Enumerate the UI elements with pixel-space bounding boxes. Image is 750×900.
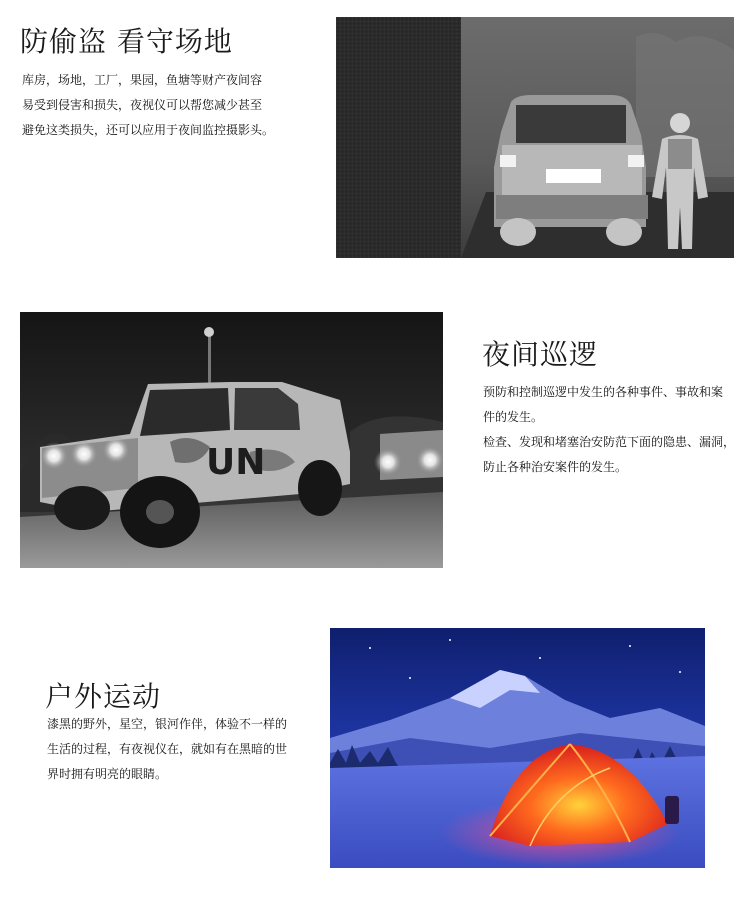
text-line: 检查、发现和堵塞治安防范下面的隐患、漏洞， xyxy=(483,435,736,449)
text-line: 界时拥有明亮的眼睛。 xyxy=(47,767,168,781)
text-line: 漆黑的野外，星空，银河作伴，体验不一样的 xyxy=(47,717,288,731)
thermal-image-car-person xyxy=(336,17,734,258)
section-title-outdoor-sports: 户外运动 xyxy=(45,680,162,713)
un-marking: UN xyxy=(206,442,266,483)
section-title-anti-theft: 防偷盗 看守场地 xyxy=(20,25,233,58)
text-line: 件的发生。 xyxy=(483,410,544,424)
section-text-anti-theft xyxy=(22,68,274,143)
section-title-night-patrol: 夜间巡逻 xyxy=(482,338,599,371)
text-line: 库房，场地，工厂，果园，鱼塘等财产夜间容 xyxy=(22,73,263,87)
text-line: 防止各种治安案件的发生。 xyxy=(483,460,628,474)
text-line: 预防和控制巡逻中发生的各种事件、事故和案 xyxy=(483,385,724,399)
text-line: 避免这类损失，还可以应用于夜间监控摄影头。 xyxy=(22,123,275,137)
text-line: 易受到侵害和损失，夜视仪可以帮您减少甚至 xyxy=(22,98,263,112)
text-line: 生活的过程，有夜视仪在，就如有在黑暗的世 xyxy=(47,742,288,756)
outdoor-image-tent-mountain xyxy=(330,628,705,868)
section-text-night-patrol xyxy=(483,380,735,480)
patrol-image-un-humvee xyxy=(20,312,443,568)
section-text-outdoor-sports xyxy=(47,712,287,787)
